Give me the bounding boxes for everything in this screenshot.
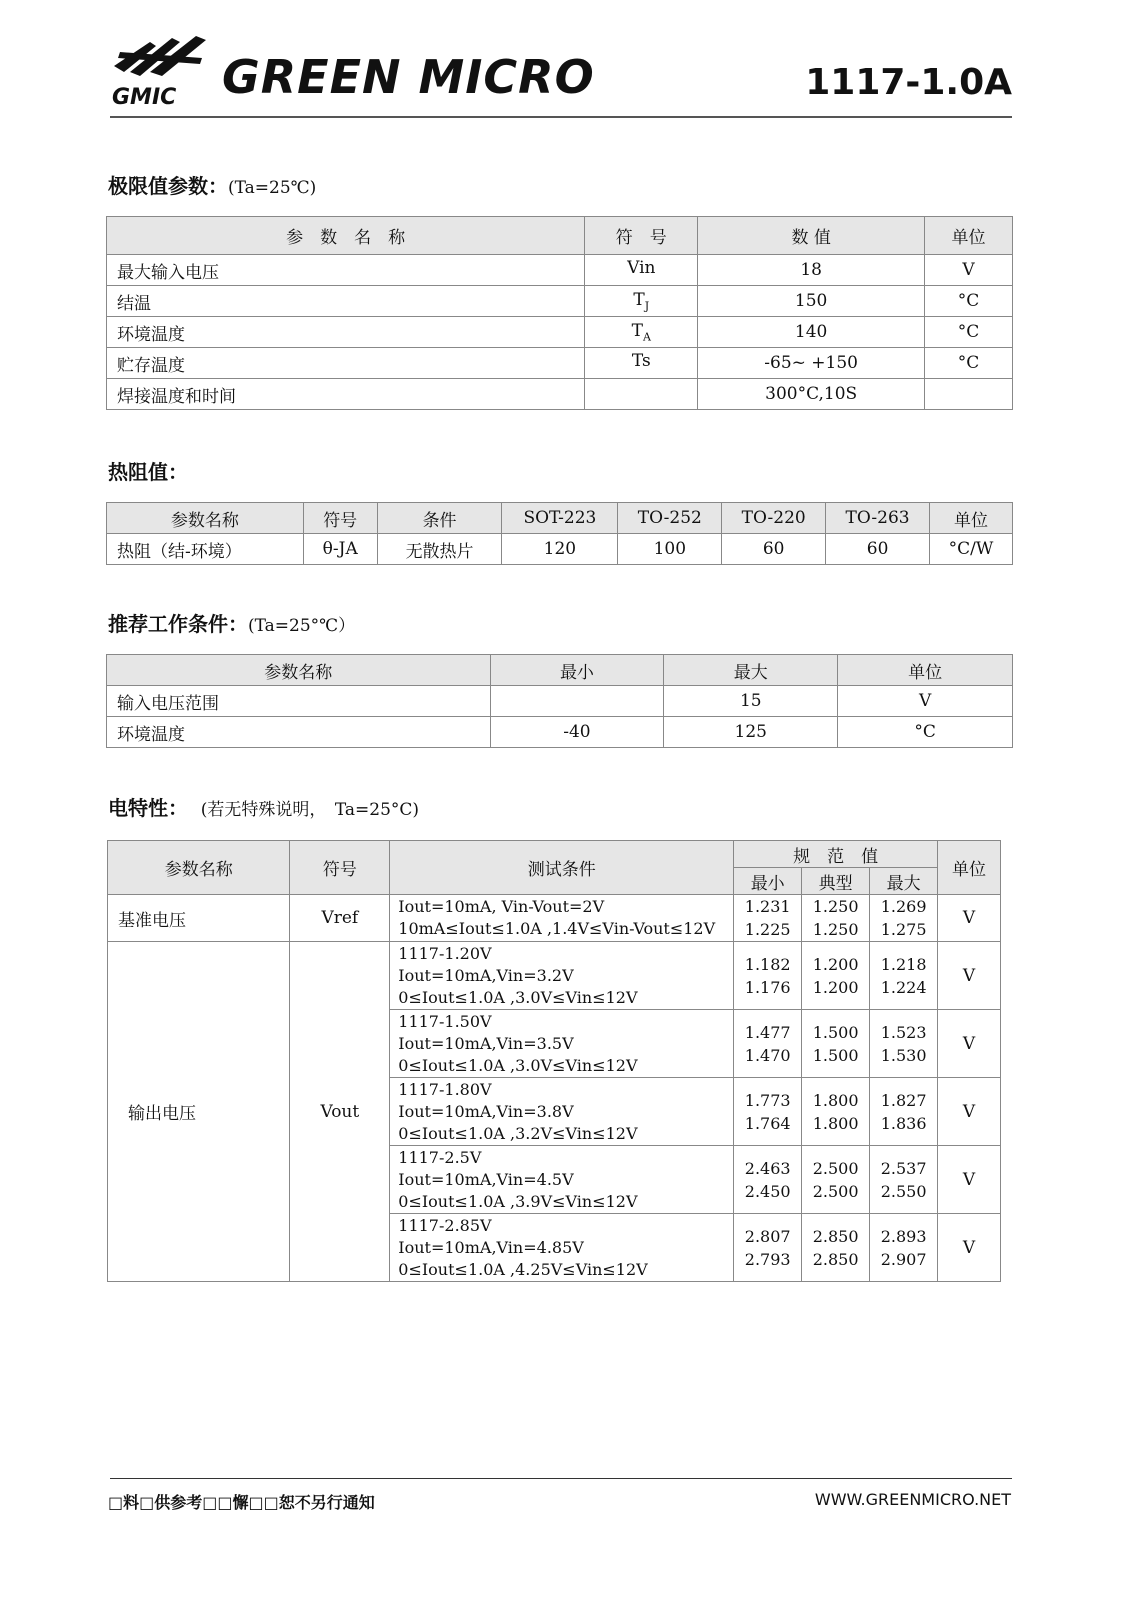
recommended-heading — [108, 608, 355, 637]
value: 300°C,10S — [698, 379, 925, 410]
col-header: TO-220 — [722, 503, 826, 534]
param-name: 输出电压 — [108, 942, 290, 1282]
col-header: SOT-223 — [502, 503, 618, 534]
max-value: 2.893 2.907 — [870, 1214, 938, 1282]
unit: V — [938, 1146, 1001, 1214]
max-value: 1.218 1.224 — [870, 942, 938, 1010]
symbol: θ-JA — [303, 534, 377, 565]
table-row — [107, 317, 1013, 348]
table-row — [107, 348, 1013, 379]
table-row — [107, 255, 1013, 286]
unit: °C — [925, 317, 1013, 348]
param-name: 最大输入电压 — [107, 255, 585, 286]
symbol: Vin — [585, 255, 698, 286]
test-condition: 1117-1.50V Iout=10mA,Vin=3.5V 0≤Iout≤1.0A ,3.0V≤Vin≤12V — [390, 1010, 734, 1078]
max-value: 15 — [664, 686, 838, 717]
param-name: 基准电压 — [108, 895, 290, 942]
min-value: 1.231 1.225 — [734, 895, 802, 942]
recommended-subtitle: (Ta=25°℃） — [248, 616, 356, 636]
max-value: 1.827 1.836 — [870, 1078, 938, 1146]
max-value: 2.537 2.550 — [870, 1146, 938, 1214]
abs-max-subtitle: (Ta=25℃) — [228, 178, 317, 198]
table-row — [108, 942, 1001, 1010]
brand-name: GREEN MICRO — [222, 50, 595, 104]
electrical-table — [107, 840, 1001, 1282]
col-header: 典型 — [802, 868, 870, 895]
col-header: TO-252 — [618, 503, 722, 534]
symbol: Vout — [290, 942, 390, 1282]
col-header: 参数名称 — [107, 503, 304, 534]
table-row — [107, 379, 1013, 410]
param-name: 焊接温度和时间 — [107, 379, 585, 410]
value: 60 — [722, 534, 826, 565]
test-condition: Iout=10mA, Vin-Vout=2V 10mA≤Iout≤1.0A ,1.4V≤Vin-Vout≤12V — [390, 895, 734, 942]
test-condition: 1117-1.20V Iout=10mA,Vin=3.2V 0≤Iout≤1.0A ,3.0V≤Vin≤12V — [390, 942, 734, 1010]
thermal-table — [106, 502, 1013, 565]
abs-max-table — [106, 216, 1013, 410]
symbol: $T_J$ — [585, 286, 698, 317]
typ-value: 1.250 1.250 — [802, 895, 870, 942]
min-value — [490, 686, 664, 717]
unit: V — [938, 1214, 1001, 1282]
electrical-heading — [108, 792, 419, 821]
footer-website[interactable]: WWW.GREENMICRO.NET — [814, 1490, 1011, 1509]
value: 120 — [502, 534, 618, 565]
col-header: 参数名称 — [107, 655, 491, 686]
min-value: -40 — [490, 717, 664, 748]
col-header: 符 号 — [585, 217, 698, 255]
col-header: TO-263 — [826, 503, 930, 534]
max-value: 1.269 1.275 — [870, 895, 938, 942]
min-value: 2.807 2.793 — [734, 1214, 802, 1282]
table-row — [107, 534, 1013, 565]
condition: 无散热片 — [377, 534, 502, 565]
symbol: Vref — [290, 895, 390, 942]
electrical-title: 电特性： — [108, 796, 188, 820]
unit: V — [938, 942, 1001, 1010]
col-header: 单位 — [930, 503, 1013, 534]
typ-value: 1.200 1.200 — [802, 942, 870, 1010]
symbol: Ts — [585, 348, 698, 379]
table-row — [107, 686, 1013, 717]
typ-value: 2.500 2.500 — [802, 1146, 870, 1214]
electrical-subtitle: (若无特殊说明， Ta=25°C) — [200, 800, 420, 820]
col-header: 条件 — [377, 503, 502, 534]
col-header: 测试条件 — [390, 841, 734, 895]
param-name: 输入电压范围 — [107, 686, 491, 717]
min-value: 1.773 1.764 — [734, 1078, 802, 1146]
footer-disclaimer: □料□供参考□□懈□□恕不另行通知 — [108, 1493, 375, 1512]
col-header: 最小 — [734, 868, 802, 895]
min-value: 2.463 2.450 — [734, 1146, 802, 1214]
table-row — [108, 895, 1001, 942]
value: -65~ +150 — [698, 348, 925, 379]
max-value: 125 — [664, 717, 838, 748]
col-header: 参 数 名 称 — [107, 217, 585, 255]
unit: V — [938, 895, 1001, 942]
svg-text:GMIC: GMIC — [112, 85, 177, 108]
col-header: 单位 — [938, 841, 1001, 895]
part-number: 1117-1.0A — [805, 62, 1012, 103]
abs-max-heading — [108, 170, 316, 199]
param-name: 热阻（结-环境） — [107, 534, 304, 565]
unit: V — [925, 255, 1013, 286]
abs-max-title: 极限值参数： — [108, 174, 228, 198]
col-header: 数 值 — [698, 217, 925, 255]
table-row — [107, 286, 1013, 317]
col-header: 最大 — [664, 655, 838, 686]
thermal-title: 热阻值： — [108, 460, 188, 484]
unit: °C — [838, 717, 1013, 748]
param-name: 环境温度 — [107, 317, 585, 348]
col-header-spec: 规 范 值 — [734, 841, 938, 868]
unit: °C — [925, 286, 1013, 317]
table-row — [107, 717, 1013, 748]
recommended-title: 推荐工作条件： — [108, 612, 248, 636]
test-condition: 1117-1.80V Iout=10mA,Vin=3.8V 0≤Iout≤1.0A ,3.2V≤Vin≤12V — [390, 1078, 734, 1146]
value: 100 — [618, 534, 722, 565]
header-divider — [110, 116, 1012, 118]
footer-divider — [110, 1478, 1012, 1479]
unit: V — [838, 686, 1013, 717]
param-name: 环境温度 — [107, 717, 491, 748]
symbol — [585, 379, 698, 410]
min-value: 1.477 1.470 — [734, 1010, 802, 1078]
value: 18 — [698, 255, 925, 286]
test-condition: 1117-2.85V Iout=10mA,Vin=4.85V 0≤Iout≤1.0A ,4.25V≤Vin≤12V — [390, 1214, 734, 1282]
thermal-heading — [108, 456, 188, 485]
max-value: 1.523 1.530 — [870, 1010, 938, 1078]
col-header: 单位 — [838, 655, 1013, 686]
value: 150 — [698, 286, 925, 317]
col-header: 符号 — [303, 503, 377, 534]
recommended-table — [106, 654, 1013, 748]
typ-value: 2.850 2.850 — [802, 1214, 870, 1282]
col-header: 最大 — [870, 868, 938, 895]
col-header: 符号 — [290, 841, 390, 895]
value: 60 — [826, 534, 930, 565]
min-value: 1.182 1.176 — [734, 942, 802, 1010]
col-header: 最小 — [490, 655, 664, 686]
unit: °C — [925, 348, 1013, 379]
typ-value: 1.800 1.800 — [802, 1078, 870, 1146]
value: 140 — [698, 317, 925, 348]
unit: V — [938, 1078, 1001, 1146]
symbol: $T_A$ — [585, 317, 698, 348]
gmic-logo — [110, 28, 210, 108]
param-name: 结温 — [107, 286, 585, 317]
page-header — [110, 28, 1012, 120]
col-header: 单位 — [925, 217, 1013, 255]
typ-value: 1.500 1.500 — [802, 1010, 870, 1078]
param-name: 贮存温度 — [107, 348, 585, 379]
unit — [925, 379, 1013, 410]
col-header: 参数名称 — [108, 841, 290, 895]
unit: °C/W — [930, 534, 1013, 565]
test-condition: 1117-2.5V Iout=10mA,Vin=4.5V 0≤Iout≤1.0A ,3.9V≤Vin≤12V — [390, 1146, 734, 1214]
unit: V — [938, 1010, 1001, 1078]
